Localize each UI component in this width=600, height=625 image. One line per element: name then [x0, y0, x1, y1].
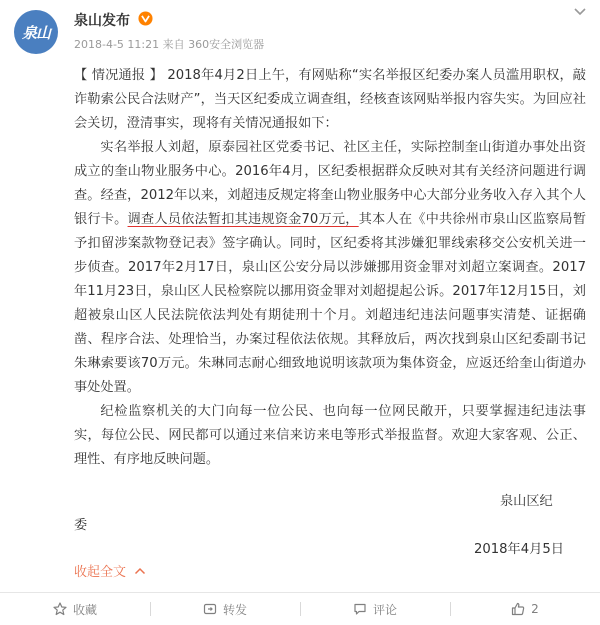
repost-label: 转发	[222, 602, 247, 617]
verified-badge-icon	[138, 11, 153, 26]
signature-line-1: 泉山区纪	[500, 494, 553, 509]
avatar[interactable]	[14, 10, 58, 54]
like-count: 2	[531, 602, 539, 616]
comment-label: 评论	[372, 602, 397, 617]
post-header	[0, 0, 600, 56]
paragraph-2-rest: 其本人在《中共徐州市泉山区监察局暂予扣留涉案款物登记表》签字确认。同时，区纪委将其涉嫌犯罪线索移交公安机关进一步侦查。2017年2月17日，泉山区公安分局以涉嫌挪用资金罪对刘超立案调查。2017年11月23日，泉山区人民检察院以挪用资金罪对刘超提起公诉。2017年12月15日，刘超被泉山区人民法院依法判处有期徒刑十个月。刘超违纪违法问题事实清楚、证据确凿、程序合法、处理恰当，办案过程依法依规。其释放后，两次找到泉山区纪委副书记朱琳索要该70万元。朱琳同志耐心细致地说明该款项为集体资金，应返还给奎山街道办事处处置。	[74, 212, 587, 395]
favorite-button[interactable]	[0, 593, 150, 625]
comment-icon	[353, 602, 367, 616]
highlighted-text: 调查人员依法暂扣其违规资金70万元，	[127, 212, 359, 227]
like-button[interactable]	[450, 593, 600, 625]
signature-date: 2018年4月5日	[474, 542, 564, 557]
post-body	[74, 64, 586, 472]
signature-line-2: 委	[74, 518, 88, 533]
paragraph-1: 【 情况通报 】 2018年4月2日上午，有网贴称“实名举报区纪委办案人员滥用职权，敲诈勒索公民合法财产”，当天区纪委成立调查组，经核查该网贴举报内容失实。为回应社会关切，澄清事实，现将有关情况通报如下：	[74, 68, 586, 131]
action-bar	[0, 593, 600, 625]
collapse-label: 收起全文	[74, 565, 127, 580]
post-meta: 2018-4-5 11:21 来自 360安全浏览器	[74, 38, 265, 51]
collapse-button[interactable]	[74, 561, 146, 580]
chevron-down-icon[interactable]	[572, 6, 588, 18]
star-icon	[53, 602, 67, 616]
paragraph-2-text: 实名举报人刘超，原泰园社区党委书记、社区主任，实际控制奎山街道办事处出资成立的奎山物业服务中心。2016年4月，区纪委根据群众反映对其有关经济问题进行调查。经查，2012年以来，刘超违反规定将奎山物业服务中心大部分业务收入存入其个人银行卡。	[74, 140, 586, 227]
thumbs-up-icon	[511, 602, 525, 616]
chevron-up-icon	[134, 567, 146, 575]
paragraph-3: 纪检监察机关的大门向每一位公民、也向每一位网民敞开，只要掌握违纪违法事实，每位公民、网民都可以通过来信来访来电等形式举报监督。欢迎大家客观、公正、理性、有序地反映问题。	[74, 404, 586, 467]
author-name[interactable]: 泉山发布	[74, 13, 130, 29]
avatar-logo-text: 泉山	[21, 23, 50, 42]
comment-button[interactable]	[300, 593, 450, 625]
repost-icon	[203, 602, 217, 616]
repost-button[interactable]	[150, 593, 300, 625]
paragraph-2	[74, 136, 586, 400]
favorite-label: 收藏	[72, 602, 97, 617]
